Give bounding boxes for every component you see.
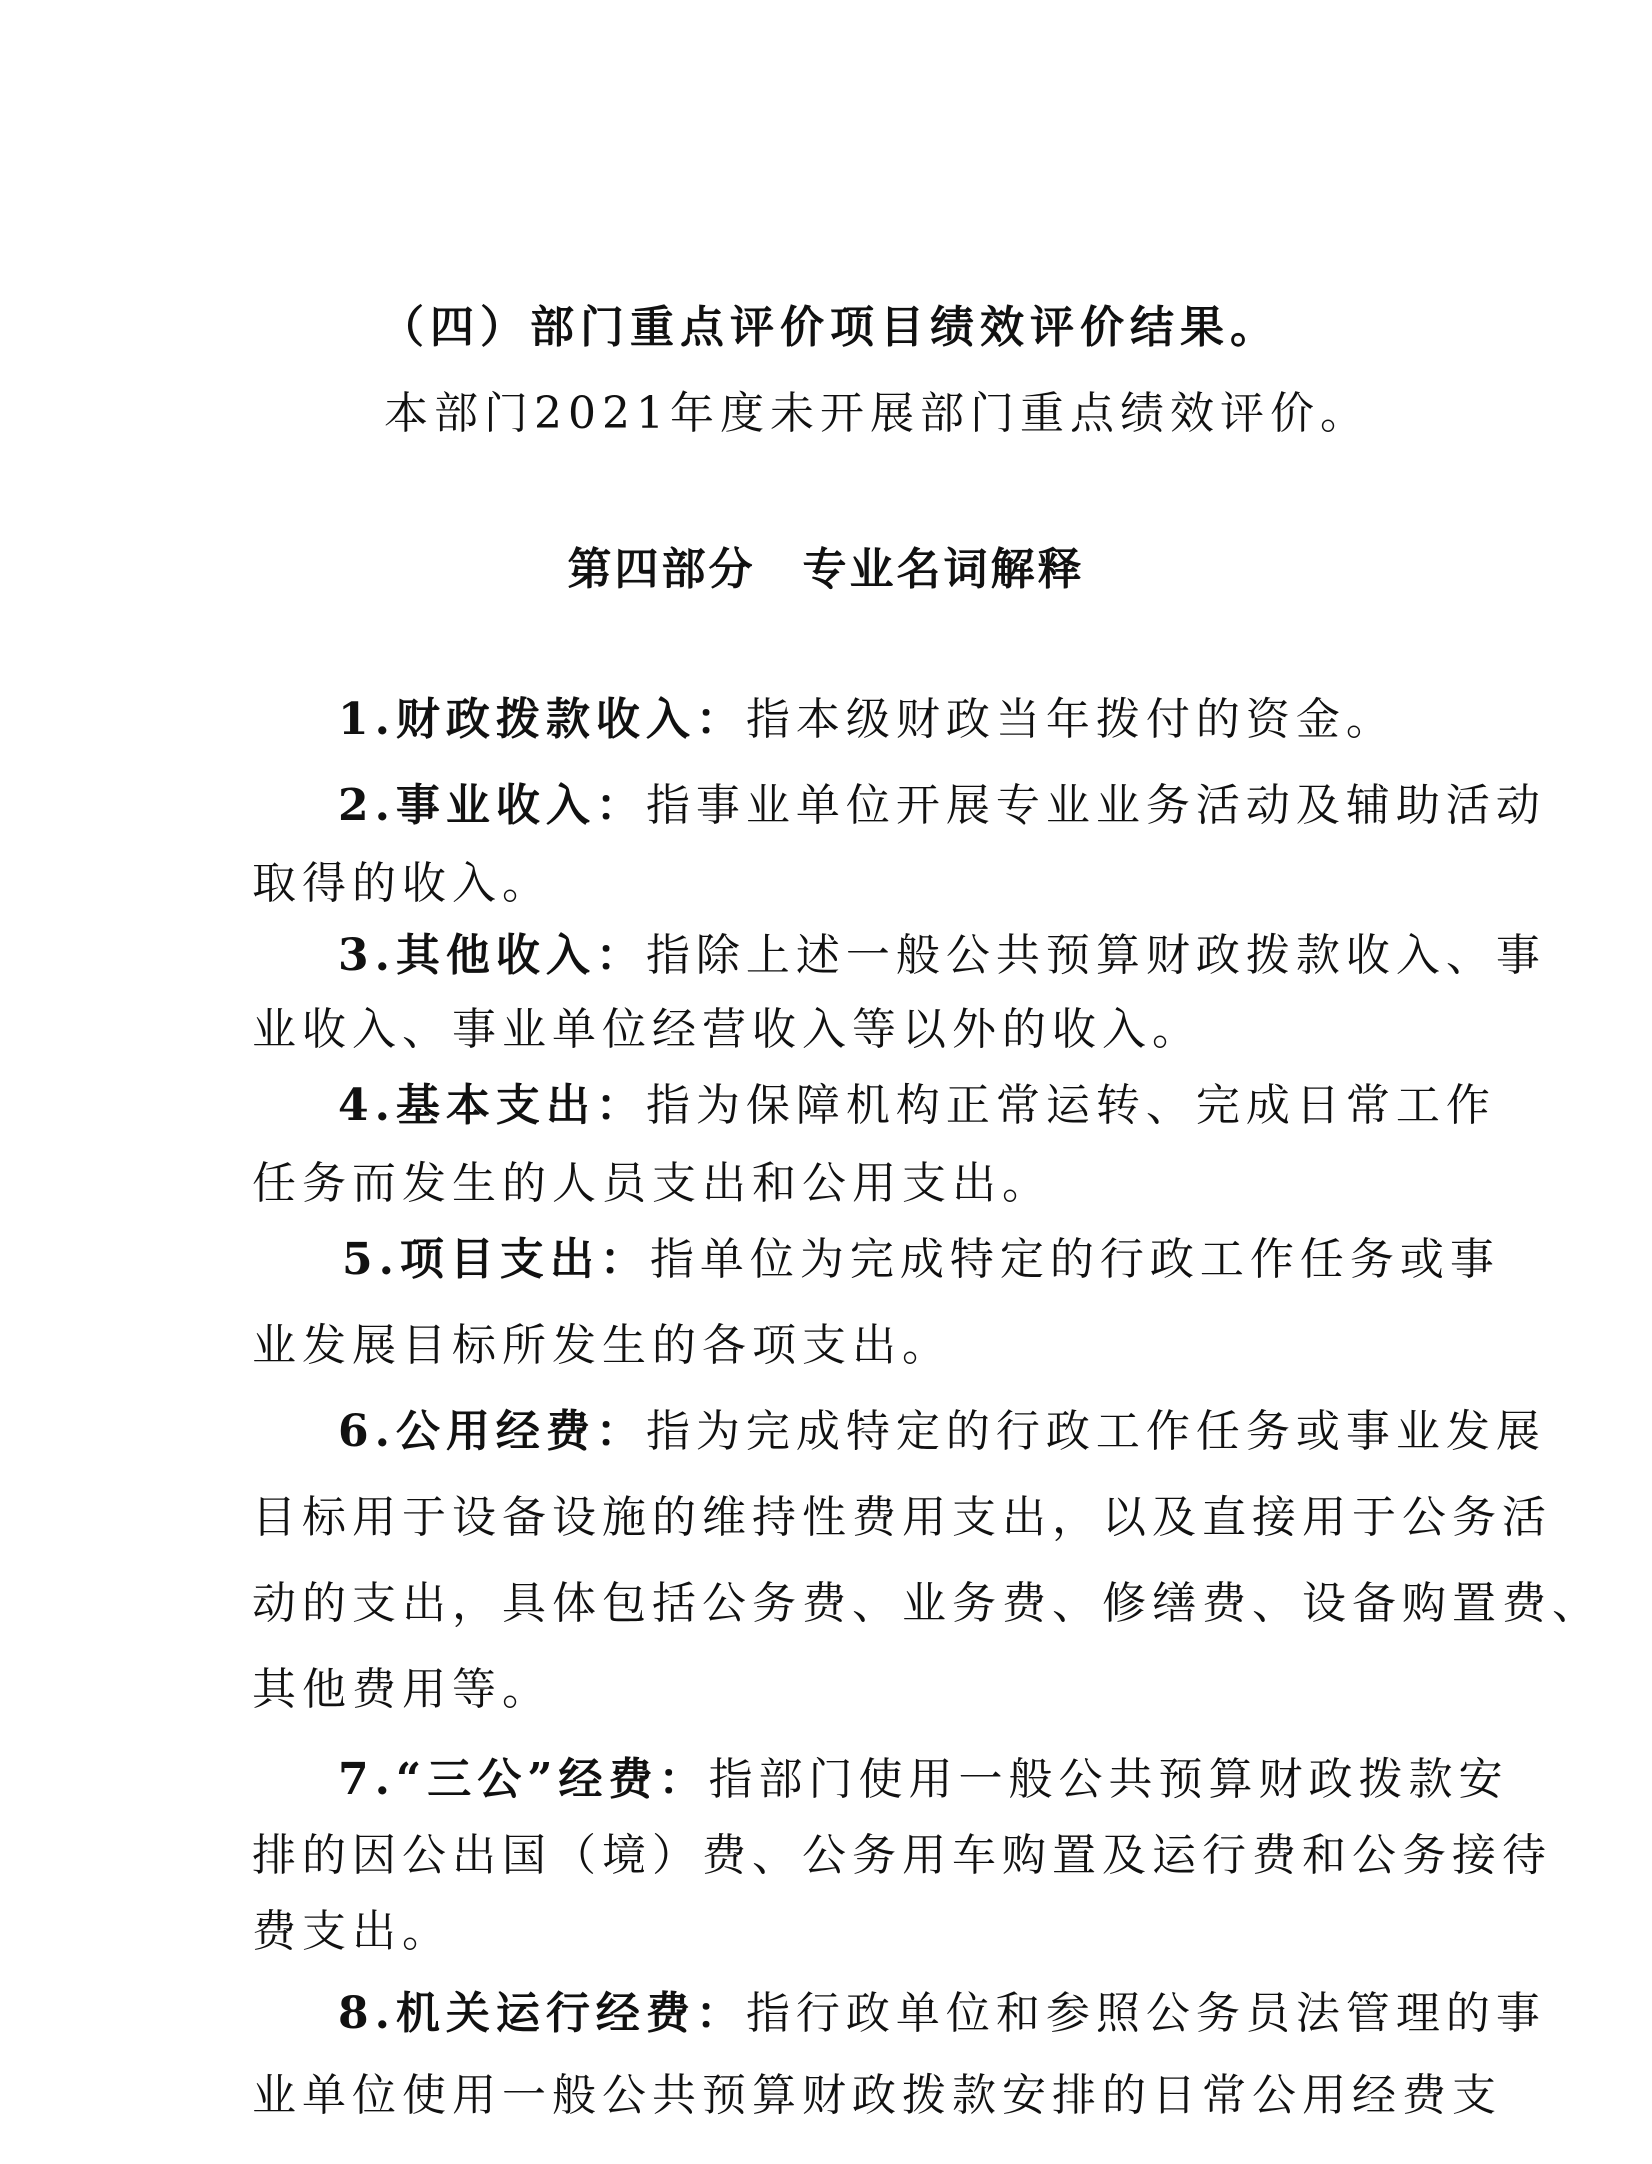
term-definition: 指为完成特定的行政工作任务或事业发展 xyxy=(645,1406,1546,1457)
term-definition-continued: 业发展目标所发生的各项支出。 xyxy=(252,1320,952,1371)
term-definition-continued: 业收入、事业单位经营收入等以外的收入。 xyxy=(252,1004,1202,1055)
term-definition: 指为保障机构正常运转、完成日常工作 xyxy=(645,1080,1496,1131)
section-heading: （四）部门重点评价项目绩效评价结果。 xyxy=(380,302,1280,353)
term-item-8 xyxy=(338,1984,1546,2044)
term-definition-continued: 任务而发生的人员支出和公用支出。 xyxy=(252,1158,1052,1209)
term-name: 4.基本支出： xyxy=(338,1080,646,1131)
term-definition-continued: 费支出。 xyxy=(252,1906,452,1957)
term-definition: 指行政单位和参照公务员法管理的事 xyxy=(745,1988,1546,2039)
term-definition-continued: 其他费用等。 xyxy=(252,1664,552,1715)
term-definition: 指本级财政当年拨付的资金。 xyxy=(745,694,1396,745)
term-definition-continued: 排的因公出国（境）费、公务用车购置及运行费和公务接待 xyxy=(252,1830,1552,1881)
term-definition-continued: 目标用于设备设施的维持性费用支出，以及直接用于公务活 xyxy=(252,1492,1552,1543)
term-definition-continued: 动的支出，具体包括公务费、业务费、修缮费、设备购置费、 xyxy=(252,1578,1602,1629)
term-name: 3.其他收入： xyxy=(338,930,646,981)
term-name: 6.公用经费： xyxy=(338,1406,646,1457)
term-item-2 xyxy=(338,776,1546,836)
term-definition-continued: 取得的收入。 xyxy=(252,858,552,909)
term-item-4 xyxy=(338,1076,1498,1136)
term-item-5 xyxy=(342,1230,1502,1290)
term-item-6 xyxy=(338,1402,1546,1462)
section-body: 本部门2021年度未开展部门重点绩效评价。 xyxy=(384,388,1370,439)
term-definition: 指单位为完成特定的行政工作任务或事 xyxy=(649,1234,1500,1285)
term-name: 8.机关运行经费： xyxy=(338,1988,746,2039)
term-name: 5.项目支出： xyxy=(342,1234,650,1285)
term-definition: 指事业单位开展专业业务活动及辅助活动 xyxy=(645,780,1546,831)
part-title: 第四部分 专业名词解释 xyxy=(567,544,1085,595)
term-definition: 指除上述一般公共预算财政拨款收入、事 xyxy=(645,930,1546,981)
term-name: 2.事业收入： xyxy=(338,780,646,831)
term-definition-continued: 业单位使用一般公共预算财政拨款安排的日常公用经费支 xyxy=(252,2070,1502,2121)
term-item-1 xyxy=(338,690,1498,750)
term-name: 7.“三公”经费： xyxy=(338,1754,709,1805)
term-definition: 指部门使用一般公共预算财政拨款安 xyxy=(708,1754,1509,1805)
term-item-7 xyxy=(338,1750,1509,1810)
term-item-3 xyxy=(338,926,1546,986)
term-name: 1.财政拨款收入： xyxy=(338,694,746,745)
